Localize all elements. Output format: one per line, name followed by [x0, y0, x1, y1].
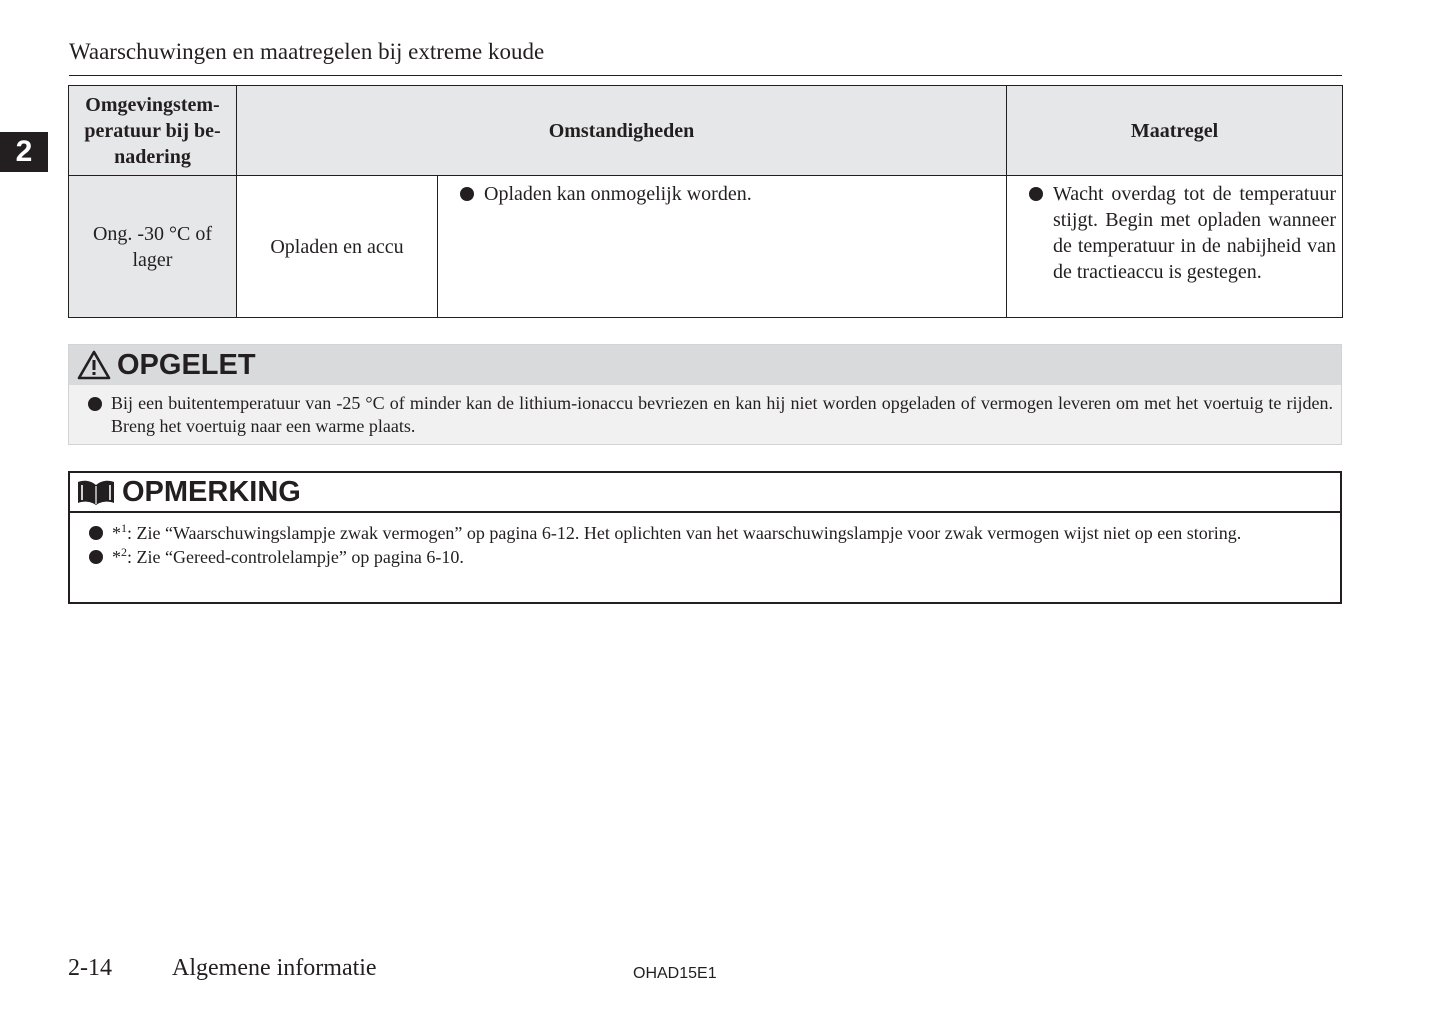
- bullet-icon: [1029, 187, 1043, 201]
- header-rule: [69, 75, 1342, 76]
- note-box: [68, 471, 1342, 604]
- table-header-row: [69, 86, 1343, 176]
- chapter-tab: 2: [0, 132, 48, 172]
- circumstance-text: Opladen kan onmogelijk worden.: [484, 183, 752, 205]
- caution-text: Bij een buitentemperatuur van -25 °C of minder kan de lithium-ionaccu bevriezen en kan hij niet worden opgeladen of vermogen leveren om met het voertuig te rijden. Breng het voertuig naar een warme plaats.: [111, 393, 1333, 436]
- bullet-icon: [89, 526, 103, 540]
- table-row: [69, 176, 1343, 318]
- note-text: *$^1$: Zie “Waarschuwingslampje zwak vermogen” op pagina 6-12. Het oplichten van het waarschuwingslampje voor zwak vermogen wijst niet op een storing.: [112, 521, 1242, 543]
- bullet-icon: [88, 397, 102, 411]
- document-code: OHAD15E1: [633, 965, 717, 982]
- header-measure: Maatregel: [1007, 86, 1343, 176]
- cold-weather-table: [68, 85, 1343, 318]
- caution-box: [68, 344, 1342, 445]
- note-header: [70, 473, 1340, 513]
- cell-measure: [1007, 176, 1343, 318]
- list-item: [89, 545, 1332, 569]
- measure-text: Wacht overdag tot de temperatuur stijgt. Begin met opladen wanneer de temperatuur in de nabijheid van de tractieaccu is gestegen.: [1053, 183, 1336, 283]
- page-number: 2-14: [68, 955, 112, 981]
- caution-body: [69, 385, 1341, 438]
- cell-circumstance: [438, 176, 1007, 318]
- bullet-icon: [89, 550, 103, 564]
- page-header-title: Waarschuwingen en maatregelen bij extreme koude: [69, 39, 545, 64]
- caution-title: OPGELET: [117, 348, 256, 381]
- note-text: *$^2$: Zie “Gereed-controlelampje” op pagina 6-10.: [112, 545, 464, 567]
- caution-header: [69, 345, 1341, 385]
- header-circumstances: Omstandigheden: [237, 86, 1007, 176]
- cell-temperature: Ong. -30 °C of lager: [69, 176, 237, 318]
- note-body: [70, 513, 1340, 569]
- bullet-icon: [460, 187, 474, 201]
- note-title: OPMERKING: [122, 475, 301, 508]
- header-temperature: Omgevingstem- peratuur bij be- nadering: [69, 86, 237, 176]
- list-item: [88, 392, 1333, 438]
- cell-category: Opladen en accu: [237, 176, 438, 318]
- open-book-icon: [76, 477, 116, 507]
- section-name: Algemene informatie: [172, 955, 377, 981]
- list-item: [89, 521, 1332, 545]
- warning-triangle-icon: [77, 350, 111, 380]
